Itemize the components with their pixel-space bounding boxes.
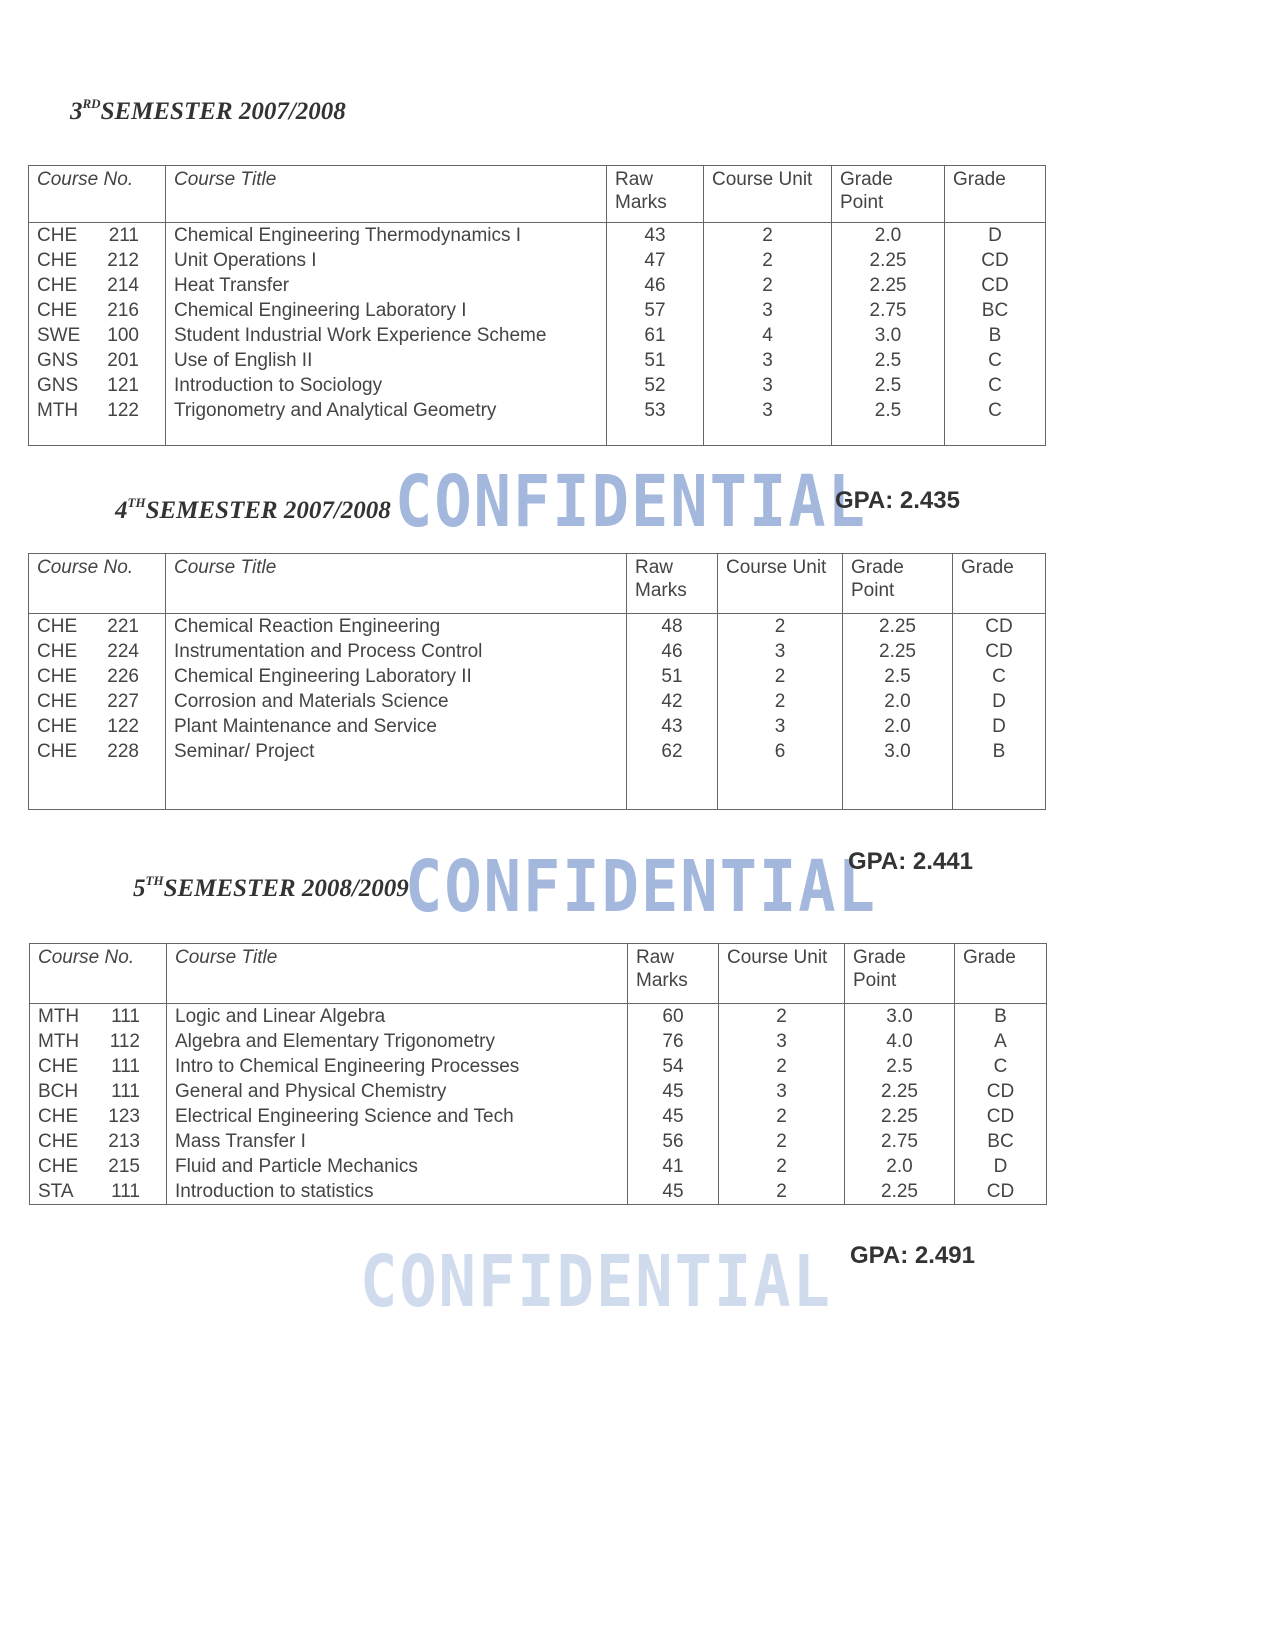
course-title-cell: Seminar/ Project — [166, 739, 627, 764]
semester-4-table — [28, 553, 1046, 810]
course-title-cell: Use of English II — [166, 348, 607, 373]
grade-cell: D — [953, 714, 1046, 739]
course-number: 100 — [107, 325, 139, 346]
course-no-cell — [30, 1179, 167, 1205]
table-row — [30, 1179, 1047, 1205]
course-number: 227 — [107, 691, 139, 712]
course-dept: CHE — [37, 225, 78, 246]
course-unit-cell: 3 — [704, 373, 832, 398]
course-no-cell — [30, 1104, 167, 1129]
raw-marks-cell: 42 — [627, 689, 718, 714]
raw-marks-cell: 51 — [607, 348, 704, 373]
course-title-cell: Electrical Engineering Science and Tech — [167, 1104, 628, 1129]
semester-3-title: 3RDSEMESTER 2007/2008 — [70, 96, 346, 125]
course-no-cell — [29, 689, 166, 714]
table-row — [30, 1129, 1047, 1154]
course-unit-cell: 4 — [704, 323, 832, 348]
course-unit-cell: 2 — [704, 223, 832, 249]
course-number: 111 — [111, 1056, 140, 1077]
raw-marks-cell: 47 — [607, 248, 704, 273]
course-no-cell — [29, 298, 166, 323]
course-title-cell: Algebra and Elementary Trigonometry — [167, 1029, 628, 1054]
table-row — [29, 664, 1046, 689]
table-row — [30, 1054, 1047, 1079]
course-title-cell: Heat Transfer — [166, 273, 607, 298]
course-unit-cell: 3 — [704, 348, 832, 373]
semester-3-table — [28, 165, 1046, 446]
course-unit-cell: 2 — [704, 248, 832, 273]
course-no-cell — [29, 714, 166, 739]
table-row — [29, 223, 1046, 249]
course-no-cell — [30, 1029, 167, 1054]
table-row — [29, 373, 1046, 398]
course-no-cell — [29, 614, 166, 640]
course-unit-cell: 3 — [718, 639, 843, 664]
raw-marks-cell: 51 — [627, 664, 718, 689]
course-title-cell: Intro to Chemical Engineering Processes — [167, 1054, 628, 1079]
header-course-unit: Course Unit — [718, 554, 843, 614]
course-number: 214 — [107, 275, 139, 296]
header-raw-marks: Raw Marks — [627, 554, 718, 614]
course-number: 111 — [111, 1181, 140, 1202]
course-no-cell — [30, 1054, 167, 1079]
grade-point-cell: 2.25 — [845, 1179, 955, 1205]
grade-cell: A — [955, 1029, 1047, 1054]
header-grade: Grade — [955, 944, 1047, 1004]
course-unit-cell: 2 — [719, 1129, 845, 1154]
grade-point-cell: 2.25 — [845, 1079, 955, 1104]
course-dept: CHE — [37, 275, 78, 296]
grade-cell: C — [953, 664, 1046, 689]
course-number: 224 — [107, 641, 139, 662]
grade-point-cell: 2.25 — [843, 639, 953, 664]
course-title-cell: General and Physical Chemistry — [167, 1079, 628, 1104]
course-number: 122 — [107, 400, 139, 421]
course-dept: CHE — [37, 691, 78, 712]
course-title-cell: Plant Maintenance and Service — [166, 714, 627, 739]
grade-cell: CD — [955, 1104, 1047, 1129]
grade-point-cell: 2.5 — [832, 348, 945, 373]
course-title-cell: Trigonometry and Analytical Geometry — [166, 398, 607, 423]
course-dept: CHE — [37, 666, 78, 687]
course-no-cell — [29, 639, 166, 664]
course-number: 228 — [107, 741, 139, 762]
grade-cell: D — [945, 223, 1046, 249]
grade-cell: CD — [955, 1179, 1047, 1205]
table-spacer-row — [29, 764, 1046, 810]
raw-marks-cell: 46 — [607, 273, 704, 298]
course-title-cell: Mass Transfer I — [167, 1129, 628, 1154]
grade-cell: D — [953, 689, 1046, 714]
course-unit-cell: 2 — [718, 614, 843, 640]
table-row — [29, 248, 1046, 273]
header-course-title: Course Title — [167, 944, 628, 1004]
course-dept: CHE — [38, 1156, 79, 1177]
table-row — [29, 714, 1046, 739]
grade-cell: C — [945, 398, 1046, 423]
header-course-title: Course Title — [166, 554, 627, 614]
course-title-cell: Chemical Engineering Laboratory I — [166, 298, 607, 323]
course-title-cell: Chemical Reaction Engineering — [166, 614, 627, 640]
course-unit-cell: 2 — [718, 689, 843, 714]
raw-marks-cell: 45 — [628, 1104, 719, 1129]
course-dept: GNS — [37, 350, 79, 371]
header-grade-point: Grade Point — [832, 166, 945, 223]
confidential-stamp: CONFIDENTIAL — [395, 459, 867, 544]
header-grade-point: Grade Point — [845, 944, 955, 1004]
raw-marks-cell: 57 — [607, 298, 704, 323]
table-row — [29, 614, 1046, 640]
header-grade-point: Grade Point — [843, 554, 953, 614]
header-course-no: Course No. — [29, 166, 166, 223]
raw-marks-cell: 41 — [628, 1154, 719, 1179]
raw-marks-cell: 45 — [628, 1179, 719, 1205]
course-title-cell: Fluid and Particle Mechanics — [167, 1154, 628, 1179]
semester-5-table — [29, 943, 1047, 1205]
grade-point-cell: 2.5 — [843, 664, 953, 689]
grade-point-cell: 2.0 — [843, 689, 953, 714]
semester-4-title: 4THSEMESTER 2007/2008 — [115, 495, 391, 524]
course-dept: CHE — [38, 1106, 79, 1127]
raw-marks-cell: 54 — [628, 1054, 719, 1079]
header-course-unit: Course Unit — [719, 944, 845, 1004]
grade-point-cell: 2.75 — [832, 298, 945, 323]
table-row — [30, 1004, 1047, 1030]
table-row — [30, 1029, 1047, 1054]
course-no-cell — [30, 1129, 167, 1154]
course-number: 111 — [111, 1006, 140, 1027]
table-row — [29, 689, 1046, 714]
course-dept: CHE — [37, 741, 78, 762]
course-unit-cell: 3 — [719, 1079, 845, 1104]
course-no-cell — [29, 398, 166, 423]
course-no-cell — [29, 664, 166, 689]
semester-5-title: 5THSEMESTER 2008/2009 — [133, 873, 409, 902]
grade-point-cell: 2.25 — [832, 273, 945, 298]
grade-cell: CD — [953, 639, 1046, 664]
header-course-no: Course No. — [29, 554, 166, 614]
semester-4-gpa: GPA: 2.441 — [848, 848, 973, 875]
table-row — [29, 298, 1046, 323]
course-title-cell: Corrosion and Materials Science — [166, 689, 627, 714]
raw-marks-cell: 62 — [627, 739, 718, 764]
table-row — [30, 1079, 1047, 1104]
raw-marks-cell: 46 — [627, 639, 718, 664]
course-title-cell: Logic and Linear Algebra — [167, 1004, 628, 1030]
grade-cell: CD — [945, 273, 1046, 298]
course-unit-cell: 6 — [718, 739, 843, 764]
course-unit-cell: 3 — [704, 298, 832, 323]
grade-cell: B — [953, 739, 1046, 764]
grade-cell: C — [945, 348, 1046, 373]
course-unit-cell: 3 — [719, 1029, 845, 1054]
course-dept: MTH — [38, 1031, 80, 1052]
course-no-cell — [30, 1079, 167, 1104]
table-row — [29, 273, 1046, 298]
raw-marks-cell: 48 — [627, 614, 718, 640]
course-no-cell — [29, 273, 166, 298]
grade-cell: D — [955, 1154, 1047, 1179]
course-no-cell — [29, 223, 166, 249]
course-dept: STA — [38, 1181, 74, 1202]
course-title-cell: Instrumentation and Process Control — [166, 639, 627, 664]
raw-marks-cell: 43 — [607, 223, 704, 249]
course-title-cell: Unit Operations I — [166, 248, 607, 273]
course-title-cell: Student Industrial Work Experience Scheme — [166, 323, 607, 348]
table-row — [29, 639, 1046, 664]
header-grade: Grade — [945, 166, 1046, 223]
course-title-cell: Chemical Engineering Thermodynamics I — [166, 223, 607, 249]
grade-cell: CD — [955, 1079, 1047, 1104]
grade-cell: B — [945, 323, 1046, 348]
grade-point-cell: 4.0 — [845, 1029, 955, 1054]
grade-point-cell: 2.5 — [845, 1054, 955, 1079]
grade-point-cell: 2.75 — [845, 1129, 955, 1154]
header-course-unit: Course Unit — [704, 166, 832, 223]
grade-point-cell: 2.0 — [832, 223, 945, 249]
course-unit-cell: 2 — [704, 273, 832, 298]
grade-point-cell: 2.5 — [832, 398, 945, 423]
grade-point-cell: 2.5 — [832, 373, 945, 398]
course-number: 111 — [111, 1081, 140, 1102]
raw-marks-cell: 76 — [628, 1029, 719, 1054]
course-number: 221 — [107, 616, 139, 637]
course-unit-cell: 2 — [719, 1004, 845, 1030]
course-unit-cell: 2 — [718, 664, 843, 689]
course-dept: MTH — [38, 1006, 80, 1027]
course-number: 215 — [108, 1156, 140, 1177]
course-no-cell — [30, 1154, 167, 1179]
semester-3-gpa: GPA: 2.435 — [835, 487, 960, 514]
grade-cell: CD — [953, 614, 1046, 640]
course-number: 121 — [107, 375, 139, 396]
table-row — [29, 348, 1046, 373]
course-number: 201 — [107, 350, 139, 371]
course-number: 112 — [109, 1031, 140, 1052]
confidential-stamp: CONFIDENTIAL — [360, 1239, 832, 1324]
raw-marks-cell: 52 — [607, 373, 704, 398]
course-unit-cell: 2 — [719, 1154, 845, 1179]
course-no-cell — [29, 323, 166, 348]
course-unit-cell: 2 — [719, 1179, 845, 1205]
table-row — [29, 398, 1046, 423]
course-title-cell: Introduction to statistics — [167, 1179, 628, 1205]
grade-point-cell: 2.25 — [845, 1104, 955, 1129]
table-row — [29, 323, 1046, 348]
grade-cell: C — [955, 1054, 1047, 1079]
course-title-cell: Chemical Engineering Laboratory II — [166, 664, 627, 689]
course-unit-cell: 3 — [704, 398, 832, 423]
raw-marks-cell: 60 — [628, 1004, 719, 1030]
header-raw-marks: Raw Marks — [628, 944, 719, 1004]
raw-marks-cell: 43 — [627, 714, 718, 739]
grade-cell: CD — [945, 248, 1046, 273]
grade-point-cell: 2.0 — [843, 714, 953, 739]
table-row — [30, 1104, 1047, 1129]
course-dept: MTH — [37, 400, 79, 421]
grade-cell: B — [955, 1004, 1047, 1030]
course-unit-cell: 2 — [719, 1054, 845, 1079]
course-dept: GNS — [37, 375, 79, 396]
course-number: 123 — [108, 1106, 140, 1127]
semester-5-gpa: GPA: 2.491 — [850, 1242, 975, 1269]
course-number: 212 — [107, 250, 139, 271]
course-number: 226 — [107, 666, 139, 687]
grade-cell: BC — [945, 298, 1046, 323]
grade-point-cell: 2.25 — [832, 248, 945, 273]
course-dept: CHE — [37, 300, 78, 321]
grade-cell: BC — [955, 1129, 1047, 1154]
raw-marks-cell: 45 — [628, 1079, 719, 1104]
course-dept: SWE — [37, 325, 81, 346]
header-course-title: Course Title — [166, 166, 607, 223]
course-number: 216 — [107, 300, 139, 321]
raw-marks-cell: 56 — [628, 1129, 719, 1154]
grade-point-cell: 3.0 — [832, 323, 945, 348]
header-raw-marks: Raw Marks — [607, 166, 704, 223]
course-no-cell — [30, 1004, 167, 1030]
course-no-cell — [29, 248, 166, 273]
header-grade: Grade — [953, 554, 1046, 614]
course-unit-cell: 3 — [718, 714, 843, 739]
course-number: 213 — [108, 1131, 140, 1152]
table-spacer-row — [29, 423, 1046, 446]
course-no-cell — [29, 739, 166, 764]
grade-point-cell: 3.0 — [843, 739, 953, 764]
course-title-cell: Introduction to Sociology — [166, 373, 607, 398]
course-dept: CHE — [37, 616, 78, 637]
grade-point-cell: 2.25 — [843, 614, 953, 640]
table-row — [29, 739, 1046, 764]
course-unit-cell: 2 — [719, 1104, 845, 1129]
confidential-stamp: CONFIDENTIAL — [405, 844, 877, 929]
raw-marks-cell: 53 — [607, 398, 704, 423]
grade-point-cell: 3.0 — [845, 1004, 955, 1030]
course-dept: CHE — [37, 716, 78, 737]
course-dept: CHE — [37, 641, 78, 662]
header-course-no: Course No. — [30, 944, 167, 1004]
table-row — [30, 1154, 1047, 1179]
course-number: 211 — [108, 225, 139, 246]
course-dept: CHE — [37, 250, 78, 271]
course-number: 122 — [107, 716, 139, 737]
course-dept: CHE — [38, 1056, 79, 1077]
grade-cell: C — [945, 373, 1046, 398]
grade-point-cell: 2.0 — [845, 1154, 955, 1179]
course-dept: BCH — [38, 1081, 79, 1102]
course-no-cell — [29, 348, 166, 373]
raw-marks-cell: 61 — [607, 323, 704, 348]
course-no-cell — [29, 373, 166, 398]
course-dept: CHE — [38, 1131, 79, 1152]
